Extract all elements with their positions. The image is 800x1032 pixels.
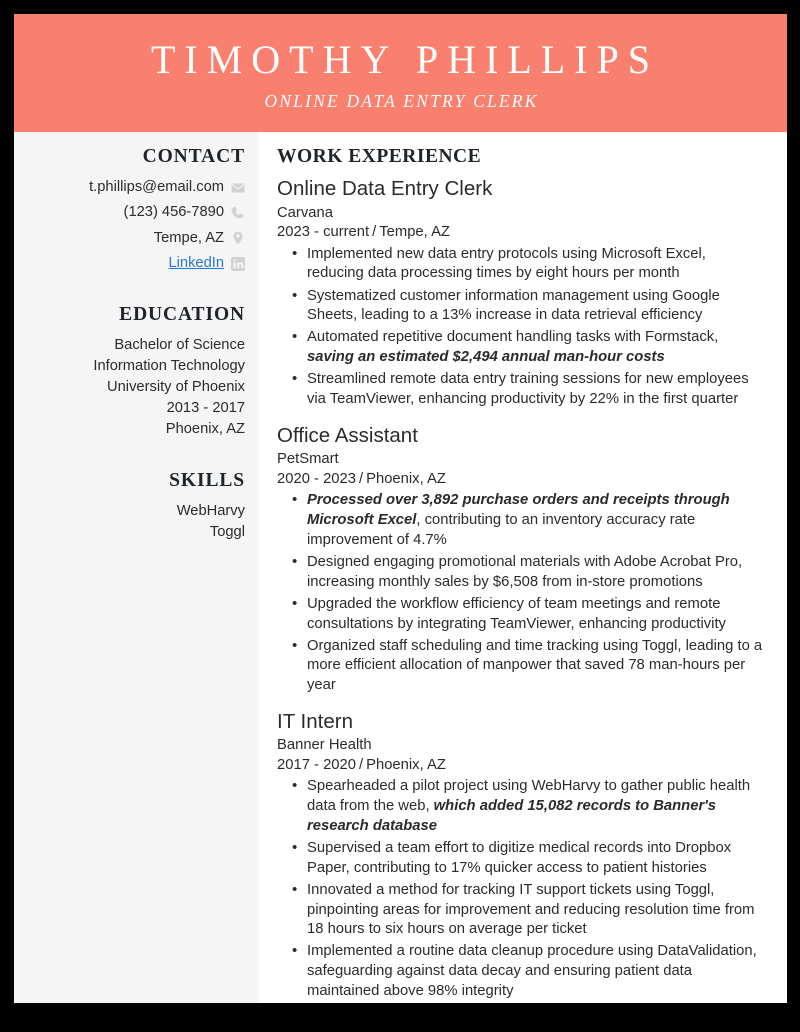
bullet-text: Upgraded the workflow efficiency of team meetings and remote consultations by integrating TeamViewer, enhancing productivity [307, 595, 726, 632]
job-entry [277, 177, 765, 410]
contact-item [24, 177, 245, 198]
job-bullet [307, 370, 765, 409]
job-bullet [307, 881, 765, 940]
bullet-text: Automated repetitive document handling tasks with Formstack, [307, 329, 719, 346]
job-bullet [307, 553, 765, 592]
skills-list [24, 501, 245, 543]
resume-body [14, 132, 787, 1003]
job-bullet [307, 637, 765, 696]
map-pin-icon [231, 231, 245, 245]
education-line: Bachelor of Science [114, 337, 245, 354]
contact-heading: CONTACT [142, 146, 245, 167]
bullet-emphasis: which added 15,082 records to Banner's research database [307, 798, 716, 834]
education-line: University of Phoenix [107, 379, 245, 395]
job-bullet [307, 942, 765, 1001]
job-bullet [307, 287, 765, 326]
job-meta [277, 470, 765, 490]
job-meta-separator: / [358, 470, 364, 487]
education-line: Information Technology [93, 358, 245, 375]
page-title: TIMOTHY PHILLIPS [150, 36, 660, 82]
linkedin-icon [231, 257, 245, 271]
job-list [277, 177, 765, 1001]
bullet-text: Spearheaded a pilot project using WebHarvy to gather public health data from the web, [307, 778, 751, 815]
bullet-text: Streamlined remote data entry training sessions for new employees via TeamViewer, enhancing productivity by 22% in the first quarter [307, 371, 749, 407]
job-meta-separator: / [372, 223, 377, 240]
bullet-text: Supervised a team effort to digitize medical records into Dropbox Paper, contributing to 17% quicker access to patient histories [307, 840, 732, 876]
contact-item [24, 228, 245, 249]
job-title: Office Assistant [277, 423, 418, 447]
education-line: 2013 - 2017 [166, 399, 245, 416]
job-meta [277, 756, 765, 776]
phone-icon [231, 206, 245, 220]
education-heading: EDUCATION [119, 304, 245, 326]
education-list [24, 335, 245, 439]
resume-page [14, 14, 787, 1003]
skill-item: WebHarvy [176, 502, 245, 519]
job-title: IT Intern [277, 709, 353, 733]
bullet-text: , contributing to an inventory accuracy rate improvement of 4.7% [307, 512, 696, 548]
contact-value: (123) 456-7890 [123, 204, 224, 221]
job-bullet [307, 328, 765, 367]
bullet-emphasis: Processed over 3,892 purchase orders and receipts through Microsoft Excel [307, 492, 730, 529]
main-column [259, 132, 787, 1003]
job-bullet-list [277, 245, 765, 410]
job-location: Phoenix, AZ [366, 470, 446, 487]
bullet-text: Organized staff scheduling and time tracking using Toggl, leading to a more efficient allocation of manpower that saved 78 man-hours per year [307, 637, 763, 694]
job-meta-separator: / [358, 756, 364, 773]
linkedin-link[interactable]: LinkedIn [168, 254, 224, 271]
resume-header [14, 14, 787, 132]
job-bullet [307, 245, 765, 284]
job-dates: 2017 - 2020 [277, 756, 356, 773]
contact-value: t.phillips@email.com [89, 179, 224, 195]
skill-item: Toggl [209, 523, 245, 540]
sidebar [14, 132, 259, 1003]
bullet-text: Implemented new data entry protocols using Microsoft Excel, reducing data processing times by eight hours per month [307, 245, 706, 282]
job-bullet-list [277, 491, 765, 695]
skills-heading: SKILLS [169, 469, 245, 491]
contact-item [24, 202, 245, 223]
bullet-text: Innovated a method for tracking IT support tickets using Toggl, pinpointing areas for improvement and reducing resolution time from 18 hours to six hours on average per ticket [307, 881, 755, 938]
job-bullet [307, 491, 765, 550]
job-meta [277, 223, 765, 243]
job-location: Tempe, AZ [379, 223, 450, 240]
job-bullet-list [277, 777, 765, 1001]
job-bullet [307, 595, 765, 634]
bullet-text: Designed engaging promotional materials with Adobe Acrobat Pro, increasing monthly sales by $6,508 from in-store promotions [307, 553, 743, 590]
job-entry [277, 710, 765, 1002]
education-line: Phoenix, AZ [165, 420, 245, 437]
job-company: Banner Health [277, 737, 372, 754]
envelope-icon [231, 181, 245, 195]
job-bullet [307, 777, 765, 836]
job-bullet [307, 839, 765, 878]
header-subtitle: ONLINE DATA ENTRY CLERK [264, 90, 539, 111]
contact-item[interactable] [24, 253, 245, 274]
contact-value: Tempe, AZ [153, 229, 224, 246]
job-dates: 2020 - 2023 [277, 470, 356, 487]
job-location: Phoenix, AZ [366, 756, 446, 773]
job-company: Carvana [277, 204, 333, 221]
job-entry [277, 424, 765, 696]
contact-list [24, 177, 245, 274]
job-company: PetSmart [277, 451, 339, 468]
job-dates: 2023 - current [277, 223, 370, 240]
bullet-text: Systematized customer information management using Google Sheets, leading to a 13% increase in data retrieval efficiency [307, 287, 720, 324]
bullet-emphasis: saving an estimated $2,494 annual man-hour costs [307, 349, 665, 366]
job-title: Online Data Entry Clerk [277, 177, 493, 200]
bullet-text: Implemented a routine data cleanup procedure using DataValidation, safeguarding against data decay and ensuring patient data maintained above 98% integrity [307, 943, 757, 999]
work-experience-heading: WORK EXPERIENCE [277, 146, 482, 167]
